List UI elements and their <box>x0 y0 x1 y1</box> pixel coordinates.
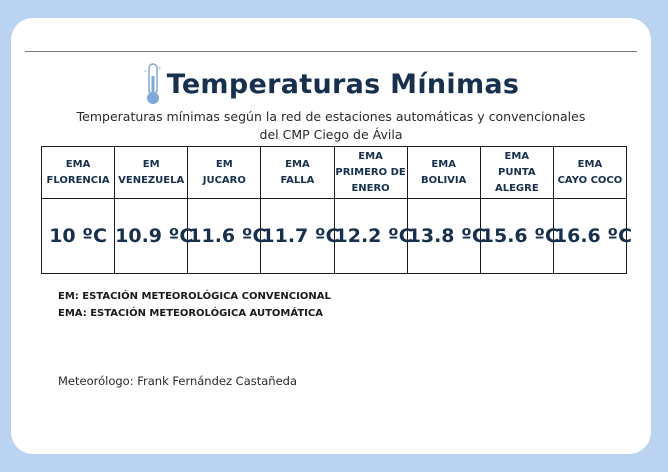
legend-em: EM: ESTACIÓN METEOROLÓGICA CONVENCIONAL <box>58 291 331 302</box>
svg-text:*: * <box>157 65 162 73</box>
thermometer-icon <box>143 62 163 106</box>
station-header <box>553 147 626 199</box>
table-header-row <box>42 147 627 199</box>
subtitle <box>71 108 591 144</box>
station-type: EMA <box>577 158 603 170</box>
legend <box>58 288 331 322</box>
author-credit: Meteorólogo: Frank Fernández Castañeda <box>58 374 297 388</box>
station-name: PRIMERO DE <box>335 166 406 178</box>
temperature-value: 15.6 ºC <box>480 199 553 274</box>
station-header <box>480 147 553 199</box>
temperature-value: 12.2 ºC <box>334 199 407 274</box>
station-name: CAYO COCO <box>557 174 623 186</box>
station-header <box>334 147 407 199</box>
legend-ema: EMA: ESTACIÓN METEOROLÓGICA AUTOMÁTICA <box>58 308 323 319</box>
station-name: ENERO <box>351 182 390 194</box>
temperature-value: 16.6 ºC <box>553 199 626 274</box>
top-divider <box>25 51 637 52</box>
station-type: EM <box>142 158 160 170</box>
temperature-value: 10.9 ºC <box>115 199 188 274</box>
station-name: JUCARO <box>202 174 246 186</box>
station-header <box>407 147 480 199</box>
station-name: VENEZUELA <box>118 174 185 186</box>
station-header <box>261 147 334 199</box>
temperature-value: 10 ºC <box>42 199 115 274</box>
temperature-value: 13.8 ºC <box>407 199 480 274</box>
station-type: EM <box>215 158 233 170</box>
station-type: EMA <box>358 150 383 162</box>
station-type: EMA <box>431 158 456 170</box>
station-type: EMA <box>504 150 530 162</box>
document-card <box>11 18 651 454</box>
table-row <box>42 199 627 274</box>
page-title: Temperaturas Mínimas <box>166 68 520 100</box>
station-type: EMA <box>65 158 91 170</box>
station-header <box>115 147 188 199</box>
station-name: FLORENCIA <box>46 174 110 186</box>
station-name: ALEGRE <box>494 182 539 194</box>
temperature-value: 11.6 ºC <box>188 199 261 274</box>
subtitle-line: del CMP Ciego de Ávila <box>259 127 403 142</box>
station-header <box>188 147 261 199</box>
station-header <box>42 147 115 199</box>
station-name: FALLA <box>280 174 315 186</box>
subtitle-line: Temperaturas mínimas según la red de estaciones automáticas y convencionales <box>76 109 586 124</box>
station-name: PUNTA <box>498 166 536 178</box>
temperature-table <box>41 146 633 274</box>
station-type: EMA <box>285 158 310 170</box>
title-row <box>11 62 651 106</box>
station-name: BOLIVIA <box>420 174 467 186</box>
temperature-value: 11.7 ºC <box>261 199 334 274</box>
svg-text:*: * <box>143 69 147 76</box>
